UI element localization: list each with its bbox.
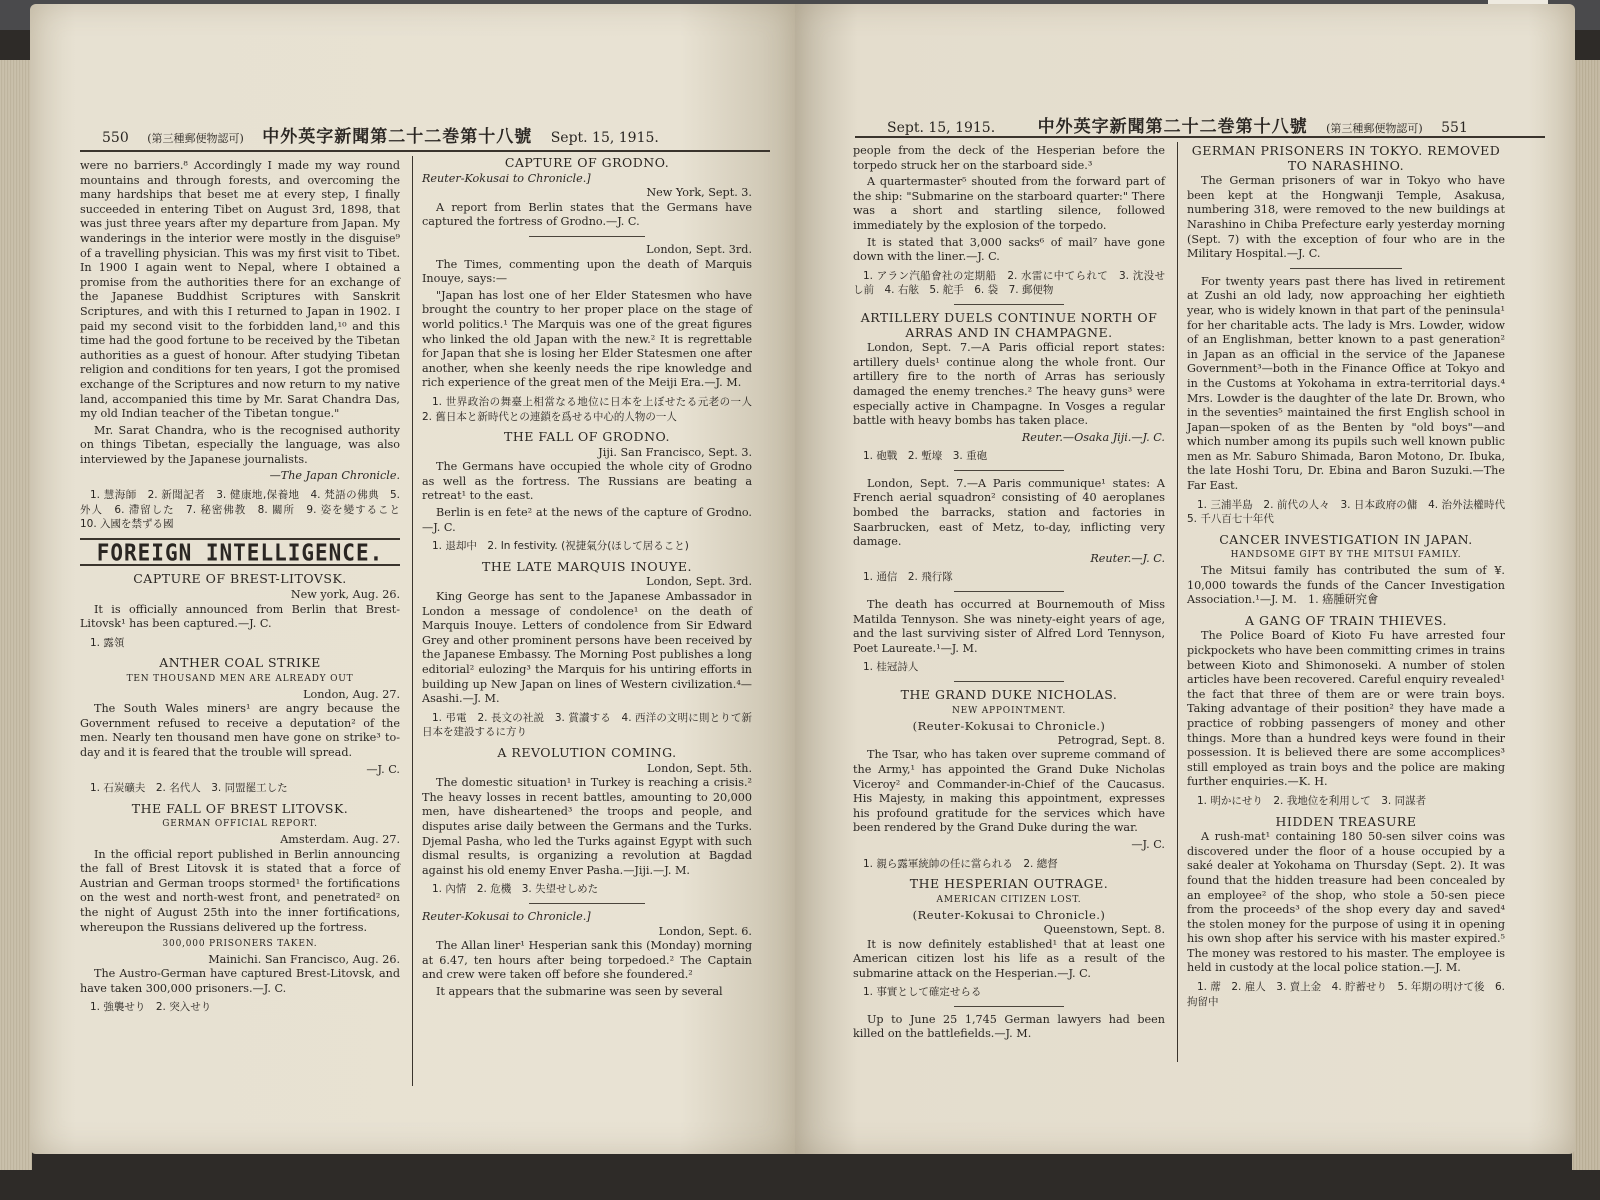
- glossary: 1. 明かにせり 2. 我地位を利用して 3. 同謀者: [1197, 794, 1427, 807]
- glossary: 1. 事實として確定せらる: [863, 986, 982, 999]
- glossary: 1. 慧海師 2. 新聞記者 3. 健康地,保養地 4. 梵語の佛典 5. 外人 6. 滯留した 7. 秘密佛教 8. 關所 9. 姿を變すること 10. 入國を禁ずる國: [80, 489, 411, 531]
- glossary: 1. 強襲せり 2. 突入せり: [90, 1001, 212, 1014]
- separator: [529, 903, 645, 904]
- article-text: It is now definitely established¹ that at least one American citizen lost his life as a result of the submarine attack on the Hesperian.—J. C.: [853, 937, 1165, 980]
- section-heading: FOREIGN INTELLIGENCE.: [96, 539, 384, 567]
- dateline: Mainichi. San Francisco, Aug. 26.: [208, 952, 400, 966]
- glossary: 1. 三浦半島 2. 前代の人々 3. 日本政府の傭 4. 治外法權時代 5. 千八百七十年代: [1187, 498, 1516, 526]
- article-text: A rush-mat¹ containing 180 50-sen silver coins was discovered under the floor of a house occupied by a saké dealer at Yokohama on Thursday (Sept. 2). It was found that the hidden treasure had been concealed by an employee² of the shop, who stole a 50-sen piece from the proceeds³ of the shop every day and saved⁴ the stolen money for the purpose of using it in opening his own shop after his service with his master expired.⁵ The money was restored to his master. The employee is held in custody at the local police station.—J. M.: [1187, 830, 1505, 975]
- wire-source: (Reuter-Kokusai to Chronicle.): [912, 719, 1106, 734]
- glossary: 1. アラン汽船會社の定期船 2. 水雷に中てられて 3. 沈没せし前 4. 右舷 5. 舵手 6. 袋 7. 郵便物: [853, 269, 1165, 297]
- article-text: The domestic situation¹ in Turkey is reaching a crisis.² The heavy losses in recent battles, amounting to 20,000 men, have disheartened³ the troops and people, and disputes arise daily between the Germans and the Turks. Djemal Pasha, who led the Turks against Egypt with such dismal results, is organizing a revolution at Bagdad against his old enemy Enver Pasha.—Jiji.—J. M.: [422, 776, 752, 877]
- wire-source: Reuter-Kokusai to Chronicle.]: [422, 171, 591, 185]
- glossary: 1. 弔電 2. 長文の社説 3. 賞讃する 4. 西洋の文明に則とりて新日本を建設するに方り: [422, 711, 752, 739]
- dateline: New York, Sept. 3.: [646, 186, 752, 200]
- column-divider: [412, 156, 413, 1086]
- postal-permit: (第三種郵便物認可): [1326, 122, 1423, 135]
- article-text: A report from Berlin states that the Germans have captured the fortress of Grodno.—J. C.: [422, 200, 752, 229]
- article-text: The death has occurred at Bournemouth of Miss Matilda Tennyson. She was ninety-eight years of age, and the last surviving sister of Alfred Lord Tennyson, Poet Laureate.¹—J. M.: [853, 598, 1165, 655]
- separator: [954, 1006, 1063, 1007]
- separator: [1290, 268, 1401, 269]
- article-title: GERMAN PRISONERS IN TOKYO. REMOVED TO NARASHINO.: [1191, 143, 1501, 173]
- issue-date: Sept. 15, 1915.: [550, 130, 659, 146]
- dateline: Amsterdam. Aug. 27.: [280, 832, 400, 846]
- newspaper-title: 中外英字新聞第二十二巻第十八號: [1037, 117, 1308, 137]
- article-title: CAPTURE OF GRODNO.: [504, 155, 670, 170]
- header-rule: [80, 150, 770, 152]
- separator: [954, 681, 1063, 682]
- glossary: 1. 退却中 2. In festivity. (祝捷氣分(ほして居ること): [432, 540, 689, 553]
- page-edges-left: [0, 60, 32, 1170]
- article-text: The South Wales miners¹ are angry because the Government refused to receive a deputation² of the men. Nearly ten thousand men have gone on strike³ to-day and it is feared that the trouble will spread.: [80, 702, 400, 759]
- header-rule: [855, 136, 1545, 138]
- column-2: [422, 155, 763, 1001]
- dateline: New york, Aug. 26.: [290, 588, 400, 602]
- article-title: THE FALL OF BREST LITOVSK.: [131, 800, 349, 816]
- article-title: ANTHER COAL STRIKE: [159, 655, 321, 671]
- left-page: [30, 4, 795, 1154]
- article-title: THE HESPERIAN OUTRAGE.: [909, 876, 1109, 892]
- article-text: It appears that the submarine was seen by several: [436, 984, 723, 998]
- article-text: The Times, commenting upon the death of Marquis Inouye, says:—: [422, 257, 752, 286]
- glossary: 1. 蓆 2. 雇人 3. 賣上金 4. 貯蓄せり 5. 年期の明けて後 6. 拘留中: [1187, 981, 1505, 1008]
- article-text: people from the deck of the Hesperian before the torpedo struck her on the starboard side.³: [853, 144, 1165, 172]
- article-title: THE FALL OF GRODNO.: [503, 429, 670, 445]
- separator: [954, 470, 1063, 471]
- issue-date: Sept. 15, 1915.: [887, 120, 996, 136]
- glossary: 1. 世界政治の舞臺上相當なる地位に日本を上ぼせたる元老の一人 2. 舊日本と新時代との連鎖を爲せる中心的人物の一人: [422, 395, 763, 423]
- separator: [954, 304, 1063, 305]
- article-title: HIDDEN TREASURE: [1275, 813, 1417, 829]
- article-subtitle: 300,000 PRISONERS TAKEN.: [162, 939, 318, 950]
- article-text: Mr. Sarat Chandra, who is the recognised authority on things Tibetan, especially the language, was also interviewed by the Japanese journalists.: [80, 423, 400, 466]
- article-subtitle: HANDSOME GIFT BY THE MITSUI FAMILY.: [1230, 550, 1462, 561]
- wire-source: (Reuter-Kokusai to Chronicle.): [912, 908, 1106, 923]
- dateline: London, Sept. 3rd.: [646, 242, 752, 256]
- right-page: [795, 4, 1575, 1154]
- article-title: THE LATE MARQUIS INOUYE.: [482, 558, 692, 574]
- article-text: were no barriers.⁸ Accordingly I made my way round mountains and through forests, and overcoming the many hardships that beset me at every step, I finally succeeded in entering Tibet on August 3rd, 1898, that was just three years after my departure from Japan. My wanderings in the interior were mostly in the disguise⁹ of a travelling physician. This was my first visit to Tibet. In 1900 I again went to Nepal, where I obtained a promise from the authorities there for an exchange of the Japanese Buddhist Scriptures with Sanskrit Scriptures, and with this I returned to Japan in 1902. I paid my second visit to the forbidden land,¹⁰ and this time had the good fortune to be received by the Tibetan authorities as a guest of honour. After studying Tibetan religion and conditions for ten years, I got the promised exchange of the Scriptures and now return to my native land, accompanied this time by Mr. Sarat Chandra Das, my old Indian teacher of the Tibetan tongue.": [80, 159, 400, 421]
- article-text: Berlin is en fete² at the news of the capture of Grodno.—J. C.: [422, 506, 752, 534]
- article-title: A REVOLUTION COMING.: [497, 744, 677, 760]
- page-number: 550: [102, 130, 129, 146]
- page-edges-right: [1572, 60, 1600, 1170]
- article-text: The German prisoners of war in Tokyo who have been kept at the Hongwanji Temple, Asakusa, numbering 318, were removed to the new buildings at Narashino in Chiba Prefecture early yesterday morning (Sept. 7) with the exception of four who are in the Military Hospital.—J. C.: [1187, 174, 1505, 261]
- column-4: [1187, 143, 1516, 1015]
- article-subtitle: TEN THOUSAND MEN ARE ALREADY OUT: [126, 674, 354, 684]
- article-text: Up to June 25 1,745 German lawyers had been killed on the battlefields.—J. M.: [853, 1012, 1165, 1041]
- article-title: ARTILLERY DUELS CONTINUE NORTH OF ARRAS AND IN CHAMPAGNE.: [860, 309, 1158, 340]
- article-text: The Allan liner¹ Hesperian sank this (Monday) morning at 6.47, ten hours after being torpedoed.² The Captain and crew were taken off before she foundered.²: [422, 939, 752, 982]
- column-divider: [1177, 142, 1178, 1062]
- glossary: 1. 內情 2. 危機 3. 失望せしめた: [432, 883, 599, 896]
- article-text: In the official report published in Berlin announcing the fall of Brest Litovsk it is stated that a force of Austrian and German troops stormed¹ the fortifications on the west and north-west front, and penetrated² on the night of August 25th into the inner fortifications, whereupon the Russians delivered up the fortress.: [80, 847, 400, 934]
- article-subtitle: NEW APPOINTMENT.: [952, 705, 1066, 716]
- glossary: 1. 石炭礦夫 2. 名代人 3. 同盟罷工した: [90, 782, 288, 795]
- glossary: 1. 桂冠詩人: [863, 661, 919, 674]
- article-text: For twenty years past there has lived in retirement at Zushi an old lady, now approaching her eightieth year, who is widely known in that part of the peninsula¹ for her charitable acts. The lady is Mrs. Lowder, widow of an Englishman, better known to a past generation² in Japan as an official in the service of the Japanese Government³—both in the Finance Office at Tokyo and in the Customs at Yokohama in extra-territorial days.⁴ Mrs. Lowder is the daughter of the late Dr. Brown, who in the seventies⁵ maintained the first English school in Japan—spoken of as the Benten by "old boys"—and which number among its pupils such well known public men as Mr. Saburo Shimada, Baron Motono, Dr. Ibuka, the late Hoshi Toru, Dr. Ebina and Baron Suzuki.—The Far East.: [1187, 274, 1505, 493]
- article-text: A quartermaster⁵ shouted from the forward part of the ship: "Submarine on the starboard quarter:" There was a short and startling silence, followed immediately by the explosion of the torpedo.: [853, 175, 1165, 232]
- article-subtitle: GERMAN OFFICIAL REPORT.: [162, 819, 318, 830]
- article-source: —J. C.: [1131, 837, 1165, 851]
- dateline: Petrograd, Sept. 8.: [1057, 733, 1165, 747]
- newspaper-title: 中外英字新聞第二十二巻第十八號: [262, 127, 533, 147]
- article-text: London, Sept. 7.—A Paris official report states: artillery duels¹ continue along the whole front. Our artillery fire to the north of Arras has seriously damaged the enemy trenches.² The heavy guns³ were especially active in Champagne. In Vosges a regular battle with heavy bombs has taken place.: [853, 341, 1165, 428]
- glossary: 1. 親ら露軍統帥の任に當られる 2. 總督: [863, 857, 1058, 870]
- dateline: Jiji. San Francisco, Sept. 3.: [598, 445, 752, 459]
- article-text: The Austro-German have captured Brest-Litovsk, and have taken 300,000 prisoners.—J. C.: [80, 967, 400, 995]
- article-text: King George has sent to the Japanese Ambassador in London a message of condolence¹ on the death of Marquis Inouye. Letters of condolence from Sir Edward Grey and other prominent persons have been received by the Japanese Embassy. The Morning Post publishes a long editorial² eulozing³ the Marquis for his untiring efforts in building up New Japan on lines of Western civilization.⁴—Asashi.—J. M.: [422, 590, 752, 706]
- article-source: Reuter.—Osaka Jiji.—J. C.: [1021, 430, 1165, 444]
- article-source: —The Japan Chronicle.: [269, 469, 400, 483]
- article-source: Reuter.—J. C.: [1090, 551, 1165, 565]
- article-title: A GANG OF TRAIN THIEVES.: [1245, 612, 1447, 628]
- dateline: London, Aug. 27.: [303, 687, 400, 701]
- dateline: Queenstown, Sept. 8.: [1043, 922, 1165, 936]
- article-text: The Mitsui family has contributed the sum of ¥. 10,000 towards the funds of the Cancer Investigation Association.¹—J. M. 1. 癌腫研究會: [1187, 564, 1505, 607]
- dateline: London, Sept. 6.: [658, 924, 752, 938]
- article-text: London, Sept. 7.—A Paris communique¹ states: A French aerial squadron² consisting of 40 aeroplanes bombed the barracks, station and factories in Saarbrucken, east of Metz, to-day, inflicting very damage.: [853, 476, 1165, 549]
- article-text: The Germans have occupied the whole city of Grodno as well as the fortress. The Russians are beating a retreat¹ to the east.: [422, 460, 752, 503]
- left-page-header: [102, 122, 673, 146]
- postal-permit: (第三種郵便物認可): [147, 132, 244, 145]
- article-source: —J. C.: [366, 762, 400, 776]
- dateline: London, Sept. 3rd.: [646, 575, 752, 589]
- article-text: The Tsar, who has taken over supreme command of the Army,¹ has appointed the Grand Duke Nicholas Viceroy² and Commander-in-Chief of the Caucasus. His Majesty, in making this appointment, expresses his profound gratitude for the services which have been rendered by the Grand Duke during the war.: [853, 748, 1165, 835]
- article-text: It is officially announced from Berlin that Brest-Litovsk¹ has been captured.—J. C.: [80, 602, 400, 631]
- dateline: London, Sept. 5th.: [646, 761, 752, 775]
- wire-source: Reuter-Kokusai to Chronicle.]: [422, 909, 591, 923]
- right-page-header: [887, 112, 1482, 136]
- page-number: 551: [1441, 120, 1468, 136]
- article-title: THE GRAND DUKE NICHOLAS.: [900, 687, 1118, 702]
- article-title: CAPTURE OF BREST-LITOVSK.: [133, 571, 347, 587]
- article-text: "Japan has lost one of her Elder Statesmen who have brought the country to her proper place on the stage of world politics.¹ The Marquis was one of the great figures who linked the old Japan with the new.² It is regrettable for Japan that she is losing her Elder Statesmen one after another, when she keenly needs the ripe knowledge and rich experience of the great men of the Meiji Era.—J. M.: [422, 288, 752, 390]
- column-3: [853, 144, 1165, 1044]
- separator: [529, 236, 645, 237]
- glossary: 1. 通信 2. 飛行隊: [863, 571, 953, 584]
- article-text: The Police Board of Kioto Fu have arrested four pickpockets who have been committing crimes in trains between Kioto and Shimonoseki. A number of stolen articles have been recovered. Careful enquiry revealed¹ the fact that three of them are or were train boys. Taking advantage of their position² they have made a practice of robbing passengers of money and other things. More than a hundred keys were found in their possession. It is believed there are some accomplices³ still employed as train boys and the police are making further enquiries.—K. H.: [1187, 629, 1505, 789]
- glossary: 1. 露領: [90, 636, 125, 649]
- article-subtitle: AMERICAN CITIZEN LOST.: [936, 894, 1082, 905]
- separator: [954, 591, 1063, 592]
- column-1: [80, 159, 411, 1021]
- article-title: CANCER INVESTIGATION IN JAPAN.: [1219, 531, 1473, 547]
- glossary: 1. 砲戰 2. 塹壕 3. 重砲: [863, 450, 988, 463]
- article-text: It is stated that 3,000 sacks⁶ of mail⁷ have gone down with the liner.—J. C.: [853, 235, 1165, 264]
